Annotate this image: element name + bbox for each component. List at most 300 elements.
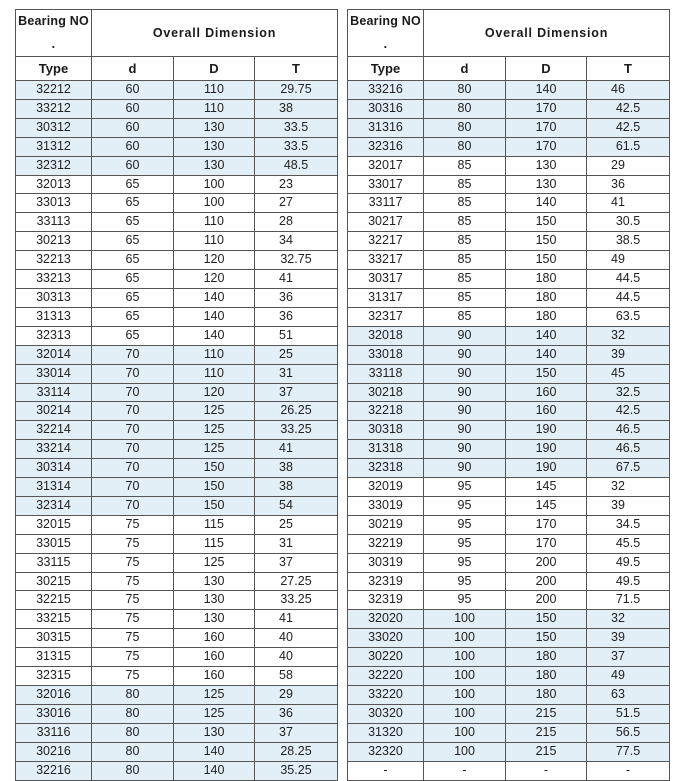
table-row: [348, 610, 670, 629]
d-cell: 70: [92, 383, 174, 402]
T-cell: 61.5: [587, 137, 670, 156]
type-cell: 32319: [348, 572, 424, 591]
d-cell: 80: [424, 118, 506, 137]
T-cell: 32: [587, 326, 670, 345]
d-cell: 90: [424, 326, 506, 345]
D-cell: 130: [174, 156, 255, 175]
d-cell: 100: [424, 723, 506, 742]
D-cell: 180: [506, 667, 587, 686]
type-cell: 32217: [348, 232, 424, 251]
d-cell: 80: [424, 137, 506, 156]
T-cell: 33.25: [255, 421, 338, 440]
T-cell: 33.5: [255, 118, 338, 137]
type-cell: 33019: [348, 496, 424, 515]
T-cell: 49.5: [587, 572, 670, 591]
T-cell: 49: [587, 251, 670, 270]
D-cell: 100: [174, 194, 255, 213]
d-cell: 85: [424, 251, 506, 270]
T-cell: 23: [255, 175, 338, 194]
type-cell: 30318: [348, 421, 424, 440]
type-cell: 32220: [348, 667, 424, 686]
D-cell: 150: [506, 232, 587, 251]
d-cell: 85: [424, 270, 506, 289]
T-cell: 32: [587, 478, 670, 497]
table-row: [348, 629, 670, 648]
type-cell: 32214: [16, 421, 92, 440]
D-header: D: [506, 57, 587, 81]
T-cell: 38.5: [587, 232, 670, 251]
type-cell: 33013: [16, 194, 92, 213]
D-cell: 130: [174, 137, 255, 156]
table-row: [16, 251, 338, 270]
overall-dimension-header: Overall Dimension: [92, 10, 338, 57]
D-cell: 150: [506, 251, 587, 270]
T-cell: 25: [255, 515, 338, 534]
type-cell: 31312: [16, 137, 92, 156]
T-cell: 32: [587, 610, 670, 629]
T-cell: 36: [255, 307, 338, 326]
T-cell: 30.5: [587, 213, 670, 232]
table-row: [348, 364, 670, 383]
T-cell: 27.25: [255, 572, 338, 591]
table-row: [348, 742, 670, 761]
type-cell: 30315: [16, 629, 92, 648]
D-cell: 140: [174, 288, 255, 307]
d-cell: 90: [424, 459, 506, 478]
d-cell: 65: [92, 288, 174, 307]
table-row: [16, 364, 338, 383]
d-cell: 95: [424, 496, 506, 515]
D-cell: 180: [506, 288, 587, 307]
T-cell: 49: [587, 667, 670, 686]
d-cell: 80: [92, 742, 174, 761]
table-row: [16, 402, 338, 421]
T-cell: 34: [255, 232, 338, 251]
T-cell: 28.25: [255, 742, 338, 761]
table-row: [348, 459, 670, 478]
D-cell: 140: [506, 345, 587, 364]
type-cell: 32017: [348, 156, 424, 175]
type-cell: 30220: [348, 648, 424, 667]
table-row: [16, 99, 338, 118]
type-header: Type: [16, 57, 92, 81]
d-cell: 80: [424, 99, 506, 118]
D-cell: 200: [506, 572, 587, 591]
D-cell: 140: [174, 742, 255, 761]
T-cell: 38: [255, 478, 338, 497]
T-cell: 42.5: [587, 118, 670, 137]
T-cell: 32.75: [255, 251, 338, 270]
D-cell: 125: [174, 686, 255, 705]
D-cell: 130: [174, 572, 255, 591]
type-cell: 32018: [348, 326, 424, 345]
T-cell: 54: [255, 496, 338, 515]
d-cell: 80: [92, 761, 174, 780]
T-cell: 26.25: [255, 402, 338, 421]
D-cell: 130: [174, 118, 255, 137]
type-cell: 33212: [16, 99, 92, 118]
type-cell: 31320: [348, 723, 424, 742]
type-cell: 32312: [16, 156, 92, 175]
D-cell: 130: [174, 723, 255, 742]
d-cell: 90: [424, 402, 506, 421]
T-cell: 46.5: [587, 421, 670, 440]
table-row: [16, 553, 338, 572]
type-cell: 32313: [16, 326, 92, 345]
D-cell: 170: [506, 118, 587, 137]
table-row: [16, 591, 338, 610]
table-row: [348, 761, 670, 780]
type-cell: 30312: [16, 118, 92, 137]
d-cell: 65: [92, 232, 174, 251]
table-row: [16, 345, 338, 364]
T-cell: 33.25: [255, 591, 338, 610]
table-row: [16, 326, 338, 345]
table-row: [348, 402, 670, 421]
d-cell: 70: [92, 345, 174, 364]
d-cell: 95: [424, 478, 506, 497]
d-cell: 95: [424, 553, 506, 572]
type-cell: 32020: [348, 610, 424, 629]
d-cell: 90: [424, 345, 506, 364]
type-cell: 30314: [16, 459, 92, 478]
table-row: [16, 610, 338, 629]
T-cell: 41: [587, 194, 670, 213]
T-cell: 51: [255, 326, 338, 345]
type-cell: 33113: [16, 213, 92, 232]
d-header: d: [424, 57, 506, 81]
T-cell: 37: [255, 723, 338, 742]
T-cell: 39: [587, 345, 670, 364]
T-cell: 41: [255, 610, 338, 629]
D-cell: 125: [174, 553, 255, 572]
d-cell: 70: [92, 402, 174, 421]
table-row: [16, 270, 338, 289]
D-cell: 150: [174, 478, 255, 497]
T-header: T: [255, 57, 338, 81]
T-cell: 45: [587, 364, 670, 383]
T-cell: 31: [255, 364, 338, 383]
type-cell: 32219: [348, 534, 424, 553]
D-cell: 140: [174, 326, 255, 345]
d-cell: 100: [424, 742, 506, 761]
D-cell: 120: [174, 383, 255, 402]
d-cell: 85: [424, 175, 506, 194]
table-row: [16, 534, 338, 553]
D-cell: 140: [506, 194, 587, 213]
type-cell: 33116: [16, 723, 92, 742]
d-cell: 60: [92, 156, 174, 175]
D-cell: 150: [506, 364, 587, 383]
d-cell: 85: [424, 307, 506, 326]
d-cell: 75: [92, 572, 174, 591]
table-body: [348, 81, 670, 781]
type-cell: 32316: [348, 137, 424, 156]
type-cell: 30320: [348, 704, 424, 723]
type-cell: 33216: [348, 81, 424, 100]
T-cell: 39: [587, 496, 670, 515]
type-cell: 30218: [348, 383, 424, 402]
table-row: [16, 667, 338, 686]
d-cell: 100: [424, 686, 506, 705]
type-cell: 30216: [16, 742, 92, 761]
type-cell: 31318: [348, 440, 424, 459]
d-cell: 75: [92, 629, 174, 648]
T-cell: 40: [255, 629, 338, 648]
table-row: [16, 761, 338, 780]
table-row: [348, 515, 670, 534]
D-cell: 150: [174, 459, 255, 478]
D-cell: 115: [174, 515, 255, 534]
D-cell: 170: [506, 137, 587, 156]
d-cell: 65: [92, 213, 174, 232]
T-cell: 42.5: [587, 402, 670, 421]
type-cell: 33016: [16, 704, 92, 723]
table-row: [348, 383, 670, 402]
table-row: [348, 156, 670, 175]
D-cell: 110: [174, 99, 255, 118]
D-cell: 140: [506, 81, 587, 100]
table-row: [16, 723, 338, 742]
d-cell: 60: [92, 118, 174, 137]
table-row: [348, 345, 670, 364]
d-cell: 70: [92, 421, 174, 440]
d-cell: 70: [92, 478, 174, 497]
d-cell: 95: [424, 515, 506, 534]
table-row: [348, 534, 670, 553]
type-cell: -: [348, 761, 424, 780]
D-cell: 150: [174, 496, 255, 515]
table-row: [348, 572, 670, 591]
T-cell: 29: [255, 686, 338, 705]
D-cell: 160: [174, 648, 255, 667]
D-cell: 215: [506, 742, 587, 761]
T-cell: 63.5: [587, 307, 670, 326]
D-cell: 180: [506, 686, 587, 705]
type-cell: 32315: [16, 667, 92, 686]
D-cell: 190: [506, 421, 587, 440]
type-cell: 32320: [348, 742, 424, 761]
D-cell: 150: [506, 213, 587, 232]
d-cell: 100: [424, 610, 506, 629]
D-cell: 160: [174, 629, 255, 648]
d-cell: 60: [92, 137, 174, 156]
T-cell: 25: [255, 345, 338, 364]
D-cell: 110: [174, 213, 255, 232]
d-cell: 75: [92, 667, 174, 686]
table-row: [16, 742, 338, 761]
type-cell: 30317: [348, 270, 424, 289]
d-cell: 80: [92, 704, 174, 723]
table-row: [348, 591, 670, 610]
table-row: [16, 572, 338, 591]
table-row: [348, 232, 670, 251]
d-cell: 85: [424, 232, 506, 251]
T-cell: 77.5: [587, 742, 670, 761]
D-cell: 130: [506, 175, 587, 194]
D-cell: 145: [506, 496, 587, 515]
table-row: [16, 459, 338, 478]
D-cell: 130: [174, 591, 255, 610]
d-cell: 65: [92, 175, 174, 194]
type-cell: 32015: [16, 515, 92, 534]
type-cell: 30214: [16, 402, 92, 421]
d-cell: 90: [424, 421, 506, 440]
d-cell: 100: [424, 667, 506, 686]
table-row: [16, 648, 338, 667]
type-cell: 30313: [16, 288, 92, 307]
type-cell: 32213: [16, 251, 92, 270]
D-cell: 180: [506, 270, 587, 289]
type-cell: 33217: [348, 251, 424, 270]
d-cell: 75: [92, 534, 174, 553]
type-cell: 31315: [16, 648, 92, 667]
table-row: [348, 270, 670, 289]
D-cell: 215: [506, 704, 587, 723]
D-cell: 200: [506, 553, 587, 572]
table-row: [16, 383, 338, 402]
table-row: [16, 421, 338, 440]
d-cell: 90: [424, 440, 506, 459]
table-row: [16, 686, 338, 705]
T-cell: 40: [255, 648, 338, 667]
type-cell: 30316: [348, 99, 424, 118]
D-cell: 130: [174, 610, 255, 629]
table-row: [16, 307, 338, 326]
table-row: [348, 175, 670, 194]
d-cell: 70: [92, 440, 174, 459]
table-row: [348, 686, 670, 705]
d-cell: 80: [424, 81, 506, 100]
d-cell: 70: [92, 459, 174, 478]
D-header: D: [174, 57, 255, 81]
table-row: [348, 478, 670, 497]
table-row: [16, 704, 338, 723]
type-cell: 33115: [16, 553, 92, 572]
T-cell: 32.5: [587, 383, 670, 402]
T-cell: -: [587, 761, 670, 780]
T-cell: 42.5: [587, 99, 670, 118]
table-row: [348, 118, 670, 137]
type-cell: 33114: [16, 383, 92, 402]
table-row: [16, 440, 338, 459]
T-cell: 37: [587, 648, 670, 667]
type-header: Type: [348, 57, 424, 81]
d-cell: 75: [92, 553, 174, 572]
D-cell: 100: [174, 175, 255, 194]
type-cell: 31316: [348, 118, 424, 137]
bearing-no-header: Bearing NO .: [16, 10, 92, 57]
d-cell: 85: [424, 213, 506, 232]
table-row: [348, 648, 670, 667]
T-cell: 41: [255, 270, 338, 289]
d-cell: 65: [92, 326, 174, 345]
d-cell: 65: [92, 270, 174, 289]
table-row: [348, 421, 670, 440]
d-cell: 70: [92, 496, 174, 515]
table-row: [348, 251, 670, 270]
table-row: [16, 288, 338, 307]
T-cell: 31: [255, 534, 338, 553]
D-cell: 125: [174, 704, 255, 723]
T-cell: 46.5: [587, 440, 670, 459]
bearing-table-right: [347, 9, 670, 781]
D-cell: 130: [506, 156, 587, 175]
type-cell: 32014: [16, 345, 92, 364]
type-cell: 30319: [348, 553, 424, 572]
type-cell: 33213: [16, 270, 92, 289]
D-cell: 190: [506, 459, 587, 478]
table-row: [16, 213, 338, 232]
d-cell: 65: [92, 251, 174, 270]
D-cell: 170: [506, 534, 587, 553]
D-cell: 180: [506, 307, 587, 326]
type-cell: 33118: [348, 364, 424, 383]
d-cell: 95: [424, 572, 506, 591]
type-cell: 32317: [348, 307, 424, 326]
D-cell: 200: [506, 591, 587, 610]
d-cell: 90: [424, 364, 506, 383]
D-cell: 120: [174, 270, 255, 289]
type-cell: 32212: [16, 81, 92, 100]
T-cell: 36: [587, 175, 670, 194]
D-cell: 145: [506, 478, 587, 497]
type-cell: 30215: [16, 572, 92, 591]
d-cell: 75: [92, 591, 174, 610]
D-cell: 180: [506, 648, 587, 667]
D-cell: 140: [174, 307, 255, 326]
table-row: [16, 81, 338, 100]
D-cell: 170: [506, 99, 587, 118]
table-row: [16, 175, 338, 194]
D-cell: 160: [506, 383, 587, 402]
type-cell: 32016: [16, 686, 92, 705]
table-row: [348, 288, 670, 307]
d-cell: 90: [424, 383, 506, 402]
type-cell: 30217: [348, 213, 424, 232]
T-cell: 27: [255, 194, 338, 213]
T-cell: 33.5: [255, 137, 338, 156]
d-cell: 65: [92, 194, 174, 213]
table-row: [16, 194, 338, 213]
T-cell: 34.5: [587, 515, 670, 534]
d-cell: 80: [92, 723, 174, 742]
D-cell: 110: [174, 345, 255, 364]
bearing-no-header: Bearing NO .: [348, 10, 424, 57]
D-cell: 125: [174, 421, 255, 440]
type-cell: 32019: [348, 478, 424, 497]
D-cell: 125: [174, 402, 255, 421]
D-cell: -: [506, 761, 587, 780]
table-row: [16, 496, 338, 515]
D-cell: 115: [174, 534, 255, 553]
table-row: [348, 307, 670, 326]
D-cell: 170: [506, 515, 587, 534]
T-cell: 36: [255, 288, 338, 307]
type-cell: 33017: [348, 175, 424, 194]
table-row: [16, 137, 338, 156]
d-cell: 100: [424, 629, 506, 648]
table-row: [16, 232, 338, 251]
type-cell: 30213: [16, 232, 92, 251]
d-cell: 95: [424, 591, 506, 610]
T-cell: 49.5: [587, 553, 670, 572]
T-cell: 41: [255, 440, 338, 459]
table-row: [348, 496, 670, 515]
d-cell: 65: [92, 307, 174, 326]
table-row: [348, 440, 670, 459]
table-row: [348, 194, 670, 213]
